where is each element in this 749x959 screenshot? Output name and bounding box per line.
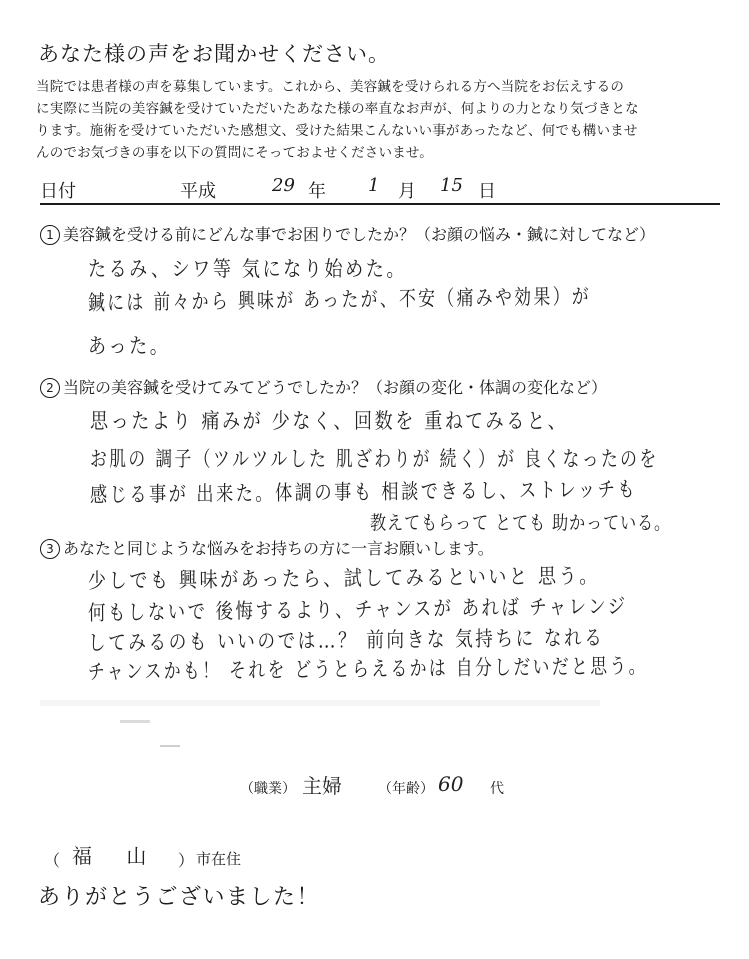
date-era: 平成 <box>180 181 216 202</box>
question-text: あなたと同じような悩みをお持ちの方に一言お願いします。 <box>63 539 494 558</box>
stray-mark <box>160 745 180 747</box>
intro-text <box>36 76 716 164</box>
answer-line: 思ったより 痛みが 少なく、回数を 重ねてみると、 <box>90 409 569 433</box>
city-suffix: 市在住 <box>196 850 242 868</box>
answer-line: あった。 <box>88 334 171 358</box>
question-text: 美容鍼を受ける前にどんな事でお困りでしたか？（お顔の悩み・鍼に対してなど） <box>63 225 656 244</box>
answer-line: お肌の 調子（ツルツルした 肌ざわりが 続く）が 良くなったのを <box>90 447 659 471</box>
question-number: 3 <box>40 539 60 559</box>
date-label: 日付 <box>40 181 76 202</box>
date-day: 15 <box>440 175 463 196</box>
date-year-label: 年 <box>308 181 326 202</box>
intro-line: 当院では患者様の声を募集しています。これから、美容鍼を受けられる方へ当院をお伝えするの <box>36 79 625 95</box>
intro-line: んのでお気づきの事を以下の質問にそっておよせくださいませ。 <box>36 145 433 161</box>
page-title: あなた様の声をお聞かせください。 <box>38 42 390 66</box>
date-year: 29 <box>272 175 295 196</box>
answer-line: 鍼には 前々から 興味が あったが、不安（痛みや効果）が <box>87 284 592 315</box>
date-row <box>40 175 720 203</box>
occupation-label: （職業） <box>240 781 296 797</box>
answer-line: チャンスかも！ それを どうとらえるかは 自分しだいだと思う。 <box>87 653 648 684</box>
question-number: 1 <box>40 225 60 245</box>
question-text: 当院の美容鍼を受けてみてどうでしたか？（お顔の変化・体調の変化など） <box>63 378 608 397</box>
date-day-label: 日 <box>478 181 496 202</box>
question-2 <box>40 375 607 398</box>
answer-line: たるみ、シワ等 気になり始めた。 <box>88 257 408 281</box>
date-month: 1 <box>368 175 380 196</box>
answer-line: 教えてもらって とても 助かっている。 <box>370 512 671 534</box>
age-suffix: 代 <box>490 781 504 797</box>
age-value: 60 <box>438 772 464 796</box>
date-underline <box>40 203 720 205</box>
answer-line: してみるのも いいのでは…？ 前向きな 気持ちに なれる <box>87 625 605 655</box>
city-value: 福 山 <box>72 844 161 868</box>
thanks-message: ありがとうございました！ <box>38 885 321 910</box>
city-open-paren: （ <box>44 851 61 870</box>
redacted-line <box>40 700 600 706</box>
intro-line: ります。施術を受けていただいた感想文、受けた結果こんないい事があったなど、何でも構いませ <box>36 123 638 139</box>
city-close-paren: ） <box>178 851 195 870</box>
question-number: 2 <box>40 378 60 398</box>
stray-mark <box>120 720 150 723</box>
answer-line: 少しでも 興味があったら、試してみるといいと 思う。 <box>87 563 600 593</box>
occupation-value: 主婦 <box>302 774 342 798</box>
question-1 <box>40 222 655 245</box>
date-month-label: 月 <box>398 181 416 202</box>
answer-line: 何もしないで 後悔するより、チャンスが あれば チャレンジ <box>87 594 628 625</box>
intro-line: に実際に当院の美容鍼を受けていただいたあなた様の率直なお声が、何よりの力となり気づきとな <box>36 101 639 117</box>
answer-line: 感じる事が 出来た。体調の事も 相談できるし、ストレッチも <box>89 477 638 507</box>
age-label: （年齢） <box>378 781 434 797</box>
question-3 <box>40 536 494 559</box>
